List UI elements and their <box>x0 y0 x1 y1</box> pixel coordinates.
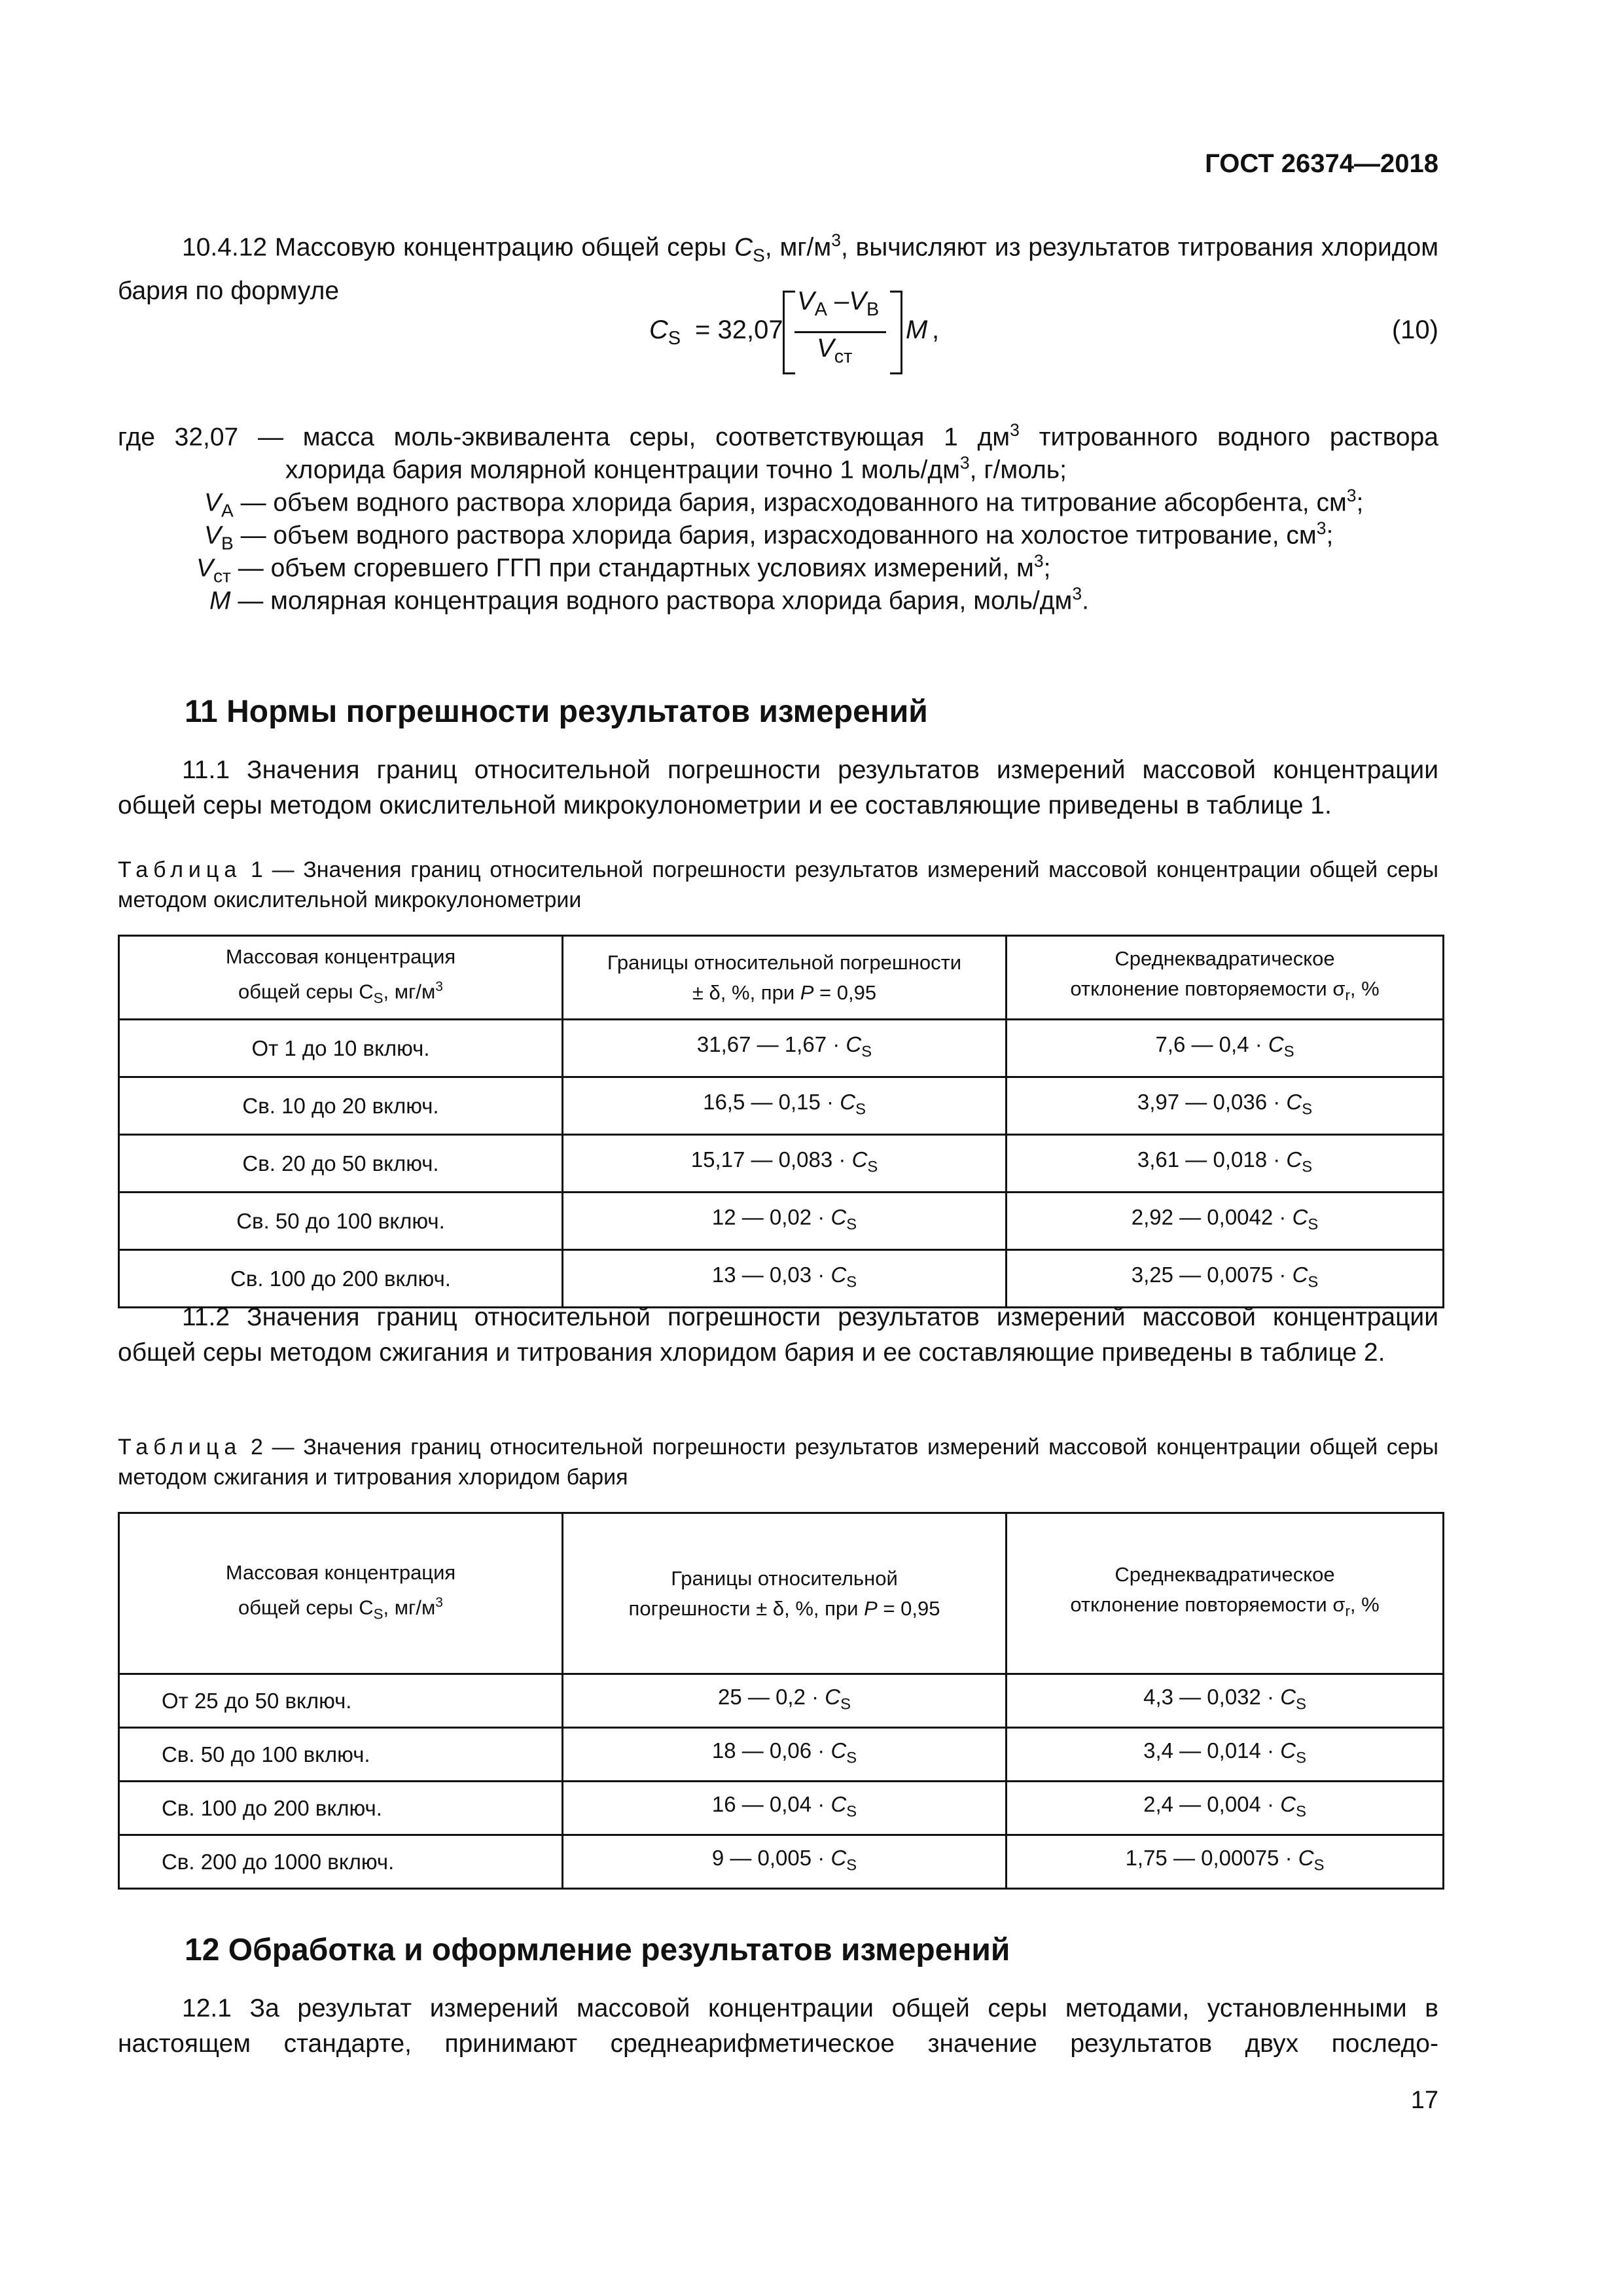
table-1-caption <box>118 855 1438 915</box>
cell-concentration-range <box>119 1193 563 1250</box>
legend-intro: где <box>118 423 155 452</box>
header-line-end: , % <box>1349 1593 1380 1617</box>
cs-subscript: S <box>1308 1273 1319 1291</box>
formula-fraction-line <box>794 331 886 333</box>
cs-symbol: C <box>1280 1684 1296 1709</box>
formula-lhs-subscript: S <box>668 328 681 350</box>
cell-text: 16 — 0,04 · <box>711 1791 831 1816</box>
table-row <box>119 1250 1444 1308</box>
legend-text-end: ; <box>1356 488 1364 517</box>
cs-subscript: S <box>1302 1158 1313 1176</box>
cs-subscript: S <box>867 1158 878 1176</box>
cs-subscript: S <box>846 1749 857 1767</box>
header-line: погрешности ± δ, %, при <box>628 1596 865 1620</box>
cell-concentration-range <box>119 1077 563 1135</box>
cs-subscript: S <box>855 1100 866 1119</box>
cell-std-deviation <box>1007 1077 1444 1135</box>
cell-text: 16,5 — 0,15 · <box>703 1089 840 1114</box>
cell-error-bound <box>563 1077 1007 1135</box>
formula-va-symbol: V <box>797 287 815 315</box>
unit-superscript: 3 <box>831 230 841 250</box>
formula-denominator <box>817 334 852 368</box>
cell-std-deviation <box>1007 1135 1444 1193</box>
cs-symbol: C <box>1286 1089 1302 1114</box>
legend-symbol: V <box>204 521 222 550</box>
paragraph-number: 10.4.12 <box>182 233 268 262</box>
legend-superscript: 3 <box>1033 551 1044 571</box>
cs-symbol: C <box>1268 1031 1284 1056</box>
header-line-end: , мг/м <box>383 1596 436 1619</box>
paragraph-12-1-text: 12.1 За результат измерений массовой концентрации общей серы методами, установленными в настоящем стандарте, принимают среднеарифметическое значение результатов двух последо- <box>118 1994 1438 2058</box>
legend-symbol: 32,07 <box>174 423 239 452</box>
cs-subscript: S <box>861 1043 872 1061</box>
header-p-symbol: P <box>800 980 814 1004</box>
cs-subscript: S <box>1296 1803 1306 1821</box>
cell-std-deviation <box>1007 1020 1444 1077</box>
header-line: отклонение повторяемости σ <box>1070 1593 1346 1617</box>
paragraph-11-2-text: 11.2 Значения границ относительной погрешности результатов измерений массовой концентрации общей серы методом сжигания и титрования хлоридом бария и ее составляющие приведены в таблице 2. <box>118 1303 1438 1367</box>
cell-text: 9 — 0,005 · <box>711 1845 831 1870</box>
legend-subscript: B <box>221 533 234 554</box>
table-header-row <box>119 936 1444 1020</box>
formula-molarity-symbol: M <box>906 315 928 344</box>
column-header-error-bounds <box>563 1513 1007 1674</box>
cs-subscript: S <box>1302 1100 1313 1119</box>
cell-text: 2,92 — 0,0042 · <box>1131 1204 1293 1229</box>
paragraph-text-end: , вычисляют из результатов титрования хлоридом бария по формуле <box>118 233 1439 305</box>
cell-error-bound <box>563 1835 1007 1889</box>
cell-std-deviation <box>1007 1193 1444 1250</box>
legend-text-end: титрованного водного раствора <box>1019 423 1438 452</box>
cell-error-bound <box>563 1020 1007 1077</box>
legend-text-end: . <box>1082 586 1089 615</box>
table-caption-text: 2 — Значения границ относительной погрешности результатов измерений массовой концентрации общей серы методом сжигания и титрования хлоридом бария <box>118 1435 1438 1490</box>
formula-va-subscript: A <box>814 299 827 321</box>
cs-subscript: S <box>1283 1043 1294 1061</box>
cell-std-deviation <box>1007 1782 1444 1835</box>
cell-text: 12 — 0,02 · <box>711 1204 831 1229</box>
formula-10 <box>0 288 1623 380</box>
cs-subscript: S <box>1313 1856 1325 1874</box>
table-caption-label: Таблица <box>118 857 242 882</box>
cs-symbol: C <box>1280 1738 1296 1763</box>
formula-left-bracket <box>783 291 795 374</box>
legend-text: — масса моль-эквивалента серы, соответствующая 1 дм <box>258 423 1010 452</box>
formula-comma: , <box>932 315 940 344</box>
cell-concentration-range <box>119 1020 563 1077</box>
cs-symbol: C <box>1286 1147 1302 1172</box>
cs-subscript: S <box>846 1856 857 1874</box>
header-line: отклонение повторяемости σ <box>1070 977 1346 1001</box>
cell-text: Св. 10 до 20 включ. <box>242 1093 439 1118</box>
header-line: ± δ, %, при <box>692 980 800 1004</box>
cell-text: 31,67 — 1,67 · <box>696 1031 846 1056</box>
header-superscript: 3 <box>435 1594 443 1610</box>
cell-text: 15,17 — 0,083 · <box>690 1147 852 1172</box>
legend-text: — объем водного раствора хлорида бария, израсходованного на титрование абсорбента, см <box>240 488 1347 517</box>
header-subscript: r <box>1345 1603 1350 1620</box>
legend-symbol: M <box>209 586 231 615</box>
header-subscript: S <box>373 990 383 1007</box>
cell-std-deviation <box>1007 1250 1444 1308</box>
table-1 <box>118 935 1444 1308</box>
cell-error-bound <box>563 1674 1007 1728</box>
header-p-symbol: P <box>864 1596 878 1620</box>
formula-number: (10) <box>1391 315 1438 344</box>
column-header-std-deviation <box>1007 936 1444 1020</box>
cs-subscript: S <box>846 1215 857 1234</box>
formula-coefficient: = 32,07 <box>695 315 783 344</box>
formula-vb-subscript: B <box>866 299 880 321</box>
cell-std-deviation <box>1007 1728 1444 1782</box>
table-row <box>119 1135 1444 1193</box>
formula-minus: – <box>834 287 849 315</box>
cs-symbol: C <box>830 1845 847 1870</box>
cell-text: 1,75 — 0,00075 · <box>1125 1845 1298 1870</box>
formula-vst-symbol: V <box>817 334 834 363</box>
table-row <box>119 1077 1444 1135</box>
table-row <box>119 1835 1444 1889</box>
cs-subscript: S <box>1296 1695 1306 1713</box>
legend-text-end: ; <box>1326 521 1334 550</box>
column-header-error-bounds <box>563 936 1007 1020</box>
cs-symbol: C <box>830 1204 847 1229</box>
cs-symbol: C <box>1298 1845 1314 1870</box>
cell-concentration-range <box>119 1728 563 1782</box>
cell-text: 18 — 0,06 · <box>711 1738 831 1763</box>
header-line: общей серы C <box>238 980 374 1003</box>
formula-vb-symbol: V <box>849 287 866 315</box>
formula-lhs <box>649 315 681 350</box>
cell-error-bound <box>563 1782 1007 1835</box>
cs-symbol: C <box>1292 1204 1308 1229</box>
cell-std-deviation <box>1007 1835 1444 1889</box>
cell-text: 4,3 — 0,032 · <box>1143 1684 1281 1709</box>
cs-subscript: S <box>753 245 765 266</box>
cell-text: Св. 100 до 200 включ. <box>230 1266 451 1291</box>
section-11-heading: 11 Нормы погрешности результатов измерений <box>185 694 928 729</box>
cs-symbol: C <box>1292 1262 1308 1287</box>
cell-error-bound <box>563 1250 1007 1308</box>
header-line: Границы относительной погрешности <box>607 950 962 974</box>
table-caption-label: Таблица <box>118 1435 242 1460</box>
cell-concentration-range <box>119 1674 563 1728</box>
cs-subscript: S <box>846 1273 857 1291</box>
table-header-row <box>119 1513 1444 1674</box>
cell-concentration-range <box>119 1835 563 1889</box>
paragraph-text: Массовую концентрацию общей серы <box>274 233 734 262</box>
legend-superscript: 3 <box>1316 518 1327 538</box>
cs-subscript: S <box>846 1803 857 1821</box>
header-line-end: = 0,95 <box>813 980 877 1004</box>
cs-symbol: C <box>840 1089 856 1114</box>
formula-lhs-symbol: C <box>649 315 668 344</box>
legend-text: — объем сгоревшего ГГП при стандартных условиях измерений, м <box>238 554 1034 583</box>
legend-row-m <box>209 577 1089 618</box>
cs-subscript: S <box>1308 1215 1319 1234</box>
cell-text: Св. 50 до 100 включ. <box>236 1208 445 1233</box>
cs-subscript: S <box>840 1695 851 1713</box>
cell-text: Св. 20 до 50 включ. <box>242 1151 439 1175</box>
table-row <box>119 1193 1444 1250</box>
cell-concentration-range <box>119 1250 563 1308</box>
cell-std-deviation <box>1007 1674 1444 1728</box>
legend-superscript: 3 <box>1010 420 1020 440</box>
cell-text: От 1 до 10 включ. <box>251 1035 430 1060</box>
legend-text-end: , г/моль; <box>969 456 1067 484</box>
legend-text: — молярная концентрация водного раствора хлорида бария, моль/дм <box>238 586 1073 615</box>
legend-text: хлорида бария молярной концентрации точно 1 моль/дм <box>285 456 960 484</box>
paragraph-11-2 <box>118 1300 1438 1371</box>
header-line: Массовая концентрация <box>225 944 456 968</box>
header-subscript: S <box>373 1605 383 1623</box>
legend-superscript: 3 <box>1346 486 1357 505</box>
paragraph-11-1-text: 11.1 Значения границ относительной погрешности результатов измерений массовой концентрации общей серы методом окислительной микрокулонометрии и ее составляющие приведены в таблице 1. <box>118 756 1438 819</box>
cell-text: 3,4 — 0,014 · <box>1143 1738 1281 1763</box>
table-2 <box>118 1512 1444 1890</box>
document-standard-number: ГОСТ 26374—2018 <box>1205 149 1438 178</box>
cell-text: 3,61 — 0,018 · <box>1137 1147 1287 1172</box>
header-line: Границы относительной <box>671 1566 898 1590</box>
cs-symbol: C <box>830 1262 847 1287</box>
table-2-caption <box>118 1432 1438 1492</box>
formula-numerator <box>797 287 879 321</box>
header-superscript: 3 <box>435 978 443 994</box>
column-header-concentration <box>119 1513 563 1674</box>
cell-error-bound <box>563 1728 1007 1782</box>
cs-symbol: C <box>846 1031 862 1056</box>
header-line-end: , % <box>1349 977 1380 1001</box>
cell-text: 3,97 — 0,036 · <box>1137 1089 1287 1114</box>
column-header-std-deviation <box>1007 1513 1444 1674</box>
cs-symbol: C <box>734 233 753 262</box>
cell-text: Св. 100 до 200 включ. <box>162 1795 382 1820</box>
header-line: Среднеквадратическое <box>1115 1563 1335 1587</box>
cell-text: 3,25 — 0,0075 · <box>1131 1262 1293 1287</box>
legend-subscript: A <box>221 500 234 521</box>
cell-concentration-range <box>119 1782 563 1835</box>
table-row <box>119 1674 1444 1728</box>
legend-symbol: V <box>196 554 214 583</box>
cs-symbol: C <box>830 1791 847 1816</box>
table-row <box>119 1782 1444 1835</box>
legend-symbol: V <box>204 488 222 517</box>
cell-text: Св. 50 до 100 включ. <box>162 1742 370 1767</box>
cell-text: 7,6 — 0,4 · <box>1155 1031 1268 1056</box>
table-caption-text: 1 — Значения границ относительной погрешности результатов измерений массовой концентрации общей серы методом окислительной микрокулонометрии <box>118 857 1438 912</box>
formula-vst-subscript: ст <box>834 346 853 368</box>
cell-text: От 25 до 50 включ. <box>162 1688 352 1713</box>
header-line: Среднеквадратическое <box>1115 947 1335 971</box>
page-number: 17 <box>1410 2087 1438 2114</box>
unit-text: , мг/м <box>764 233 832 262</box>
table-row <box>119 1728 1444 1782</box>
header-line: Массовая концентрация <box>225 1560 456 1584</box>
formula-legend <box>0 414 1623 623</box>
cell-error-bound <box>563 1135 1007 1193</box>
cell-concentration-range <box>119 1135 563 1193</box>
column-header-concentration <box>119 936 563 1020</box>
formula-right-bracket <box>890 291 902 374</box>
cs-symbol: C <box>830 1738 847 1763</box>
section-12-heading: 12 Обработка и оформление результатов измерений <box>185 1933 1010 1967</box>
cs-symbol: C <box>851 1147 868 1172</box>
legend-superscript: 3 <box>959 453 970 473</box>
cell-text: Св. 200 до 1000 включ. <box>162 1849 395 1874</box>
cell-error-bound <box>563 1193 1007 1250</box>
table-row <box>119 1020 1444 1077</box>
legend-superscript: 3 <box>1072 584 1082 603</box>
cell-text: 13 — 0,03 · <box>711 1262 831 1287</box>
legend-subscript: ст <box>213 565 231 586</box>
header-line-end: = 0,95 <box>877 1596 940 1620</box>
cell-text: 2,4 — 0,004 · <box>1143 1791 1281 1816</box>
cs-symbol: C <box>825 1684 841 1709</box>
header-line-end: , мг/м <box>383 980 436 1003</box>
cell-text: 25 — 0,2 · <box>718 1684 825 1709</box>
paragraph-12-1 <box>118 1991 1438 2062</box>
header-subscript: r <box>1345 987 1350 1004</box>
paragraph-11-1 <box>118 753 1438 823</box>
cs-symbol: C <box>1280 1791 1296 1816</box>
cs-subscript: S <box>1296 1749 1306 1767</box>
legend-text: — объем водного раствора хлорида бария, израсходованного на холостое титрование, см <box>240 521 1317 550</box>
header-line: общей серы C <box>238 1596 374 1619</box>
legend-text-end: ; <box>1043 554 1051 583</box>
